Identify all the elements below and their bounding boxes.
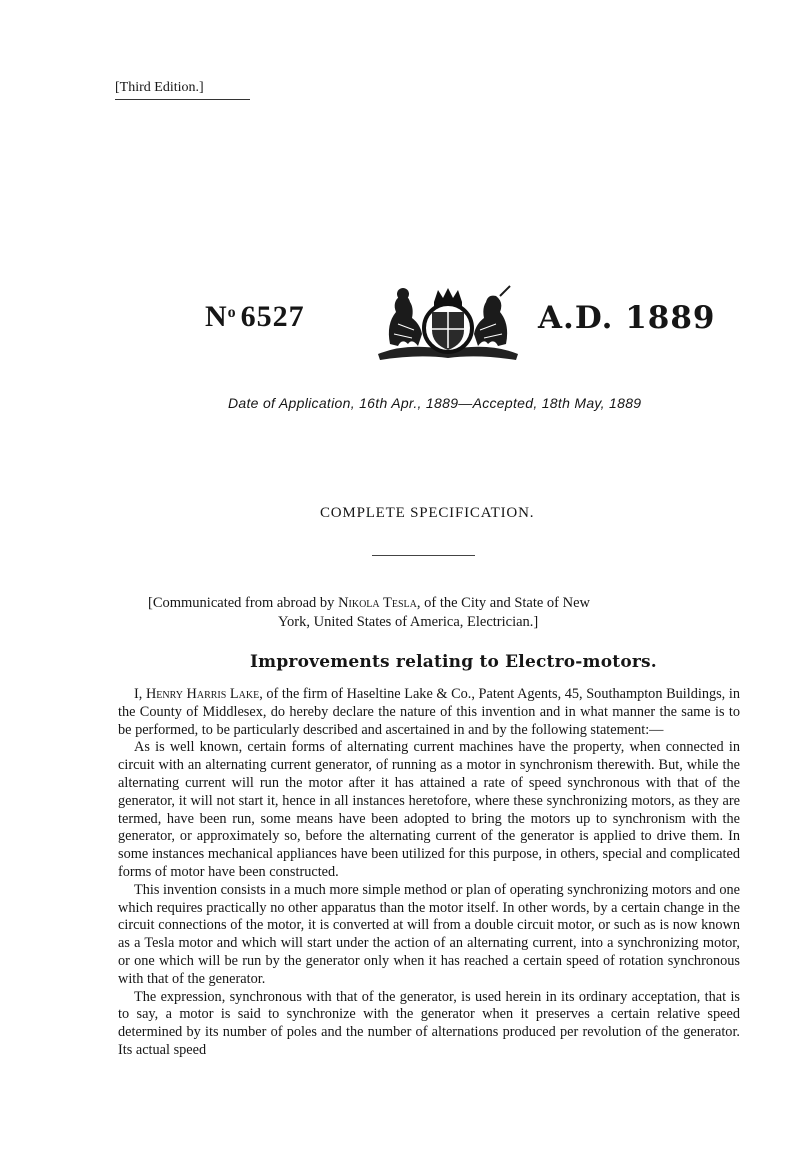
invention-subject: Improvements relating to Electro-motors.: [250, 652, 657, 672]
communication-line2: York, United States of America, Electrician.]: [278, 614, 539, 630]
paragraph: [118, 739, 740, 881]
royal-coat-of-arms-icon: [368, 284, 528, 362]
paragraph-lead: I,: [134, 686, 146, 702]
paragraph: [118, 686, 740, 739]
paragraph-text: This invention consists in a much more simple method or plan of operating synchronizing motors and one which requires practically no other apparatus than the motor itself. In other words, by a certain change in the circuit connections of the motor, it is converted at will from a double circuit motor, or such as is now known as a Tesla motor and which will start under the action of an alternating current, into a synchronizing motor, or one which will be run by the generator only when it has reached a certain speed of rotation synchronous with that of the generator.: [118, 881, 740, 987]
communication-line1-prefix: [Communicated from abroad by: [148, 595, 339, 611]
paragraph-text: As is well known, certain forms of alternating current machines have the property, when connected in circuit with an alternating current generator, of running as a motor in synchronism therewith. But, while the alternating current will run the motor after it has attained a rate of speed synchronous with that of the generator, it will not start it, hence in all instances heretofore, where these synchronizing motors, as they are termed, have been run, some means have been adopted to bring the motors up to synchronism with the generator, or approximately so, before the alternating current of the generator is applied to drive them. In some instances mechanical appliances have been utilized for this purpose, in others, special and complicated forms of motor have been constructed.: [118, 739, 740, 880]
paragraph: [118, 882, 740, 989]
edition-underline: [115, 99, 250, 100]
paragraph: [118, 989, 740, 1060]
patent-number-superscript: o: [227, 304, 237, 321]
communication-line1-suffix: , of the City and State of New: [416, 595, 591, 611]
patent-number-prefix: N: [205, 300, 228, 333]
patent-year: A.D. 1889: [538, 300, 716, 336]
paragraph-text: , of the firm of Haseltine Lake & Co., Patent Agents, 45, Southampton Buildings, in the County of Middlesex, do hereby declare the nature of this invention and in what manner the same is to be performed, to be particularly described and ascertained in and by the following statement:—: [118, 686, 740, 738]
patent-number-value: 6527: [240, 300, 305, 333]
specification-title: COMPLETE SPECIFICATION.: [320, 505, 535, 521]
inventor-name: Nikola Tesla: [338, 595, 417, 611]
edition-label: [Third Edition.]: [115, 80, 204, 95]
agent-name: Henry Harris Lake: [145, 686, 260, 702]
section-divider: [372, 555, 475, 556]
paragraph-text: The expression, synchronous with that of the generator, is used herein in its ordinary acceptation, that is to say, a motor is said to synchronize with the generator when it preserves a certain relative speed determined by its number of poles and the number of alternations produced per revolution of the generator. Its actual speed: [118, 988, 740, 1058]
specification-body: [118, 686, 740, 1060]
patent-number: [205, 300, 305, 334]
communication-note: [148, 594, 748, 632]
application-dates: Date of Application, 16th Apr., 1889—Accepted, 18th May, 1889: [228, 395, 642, 411]
